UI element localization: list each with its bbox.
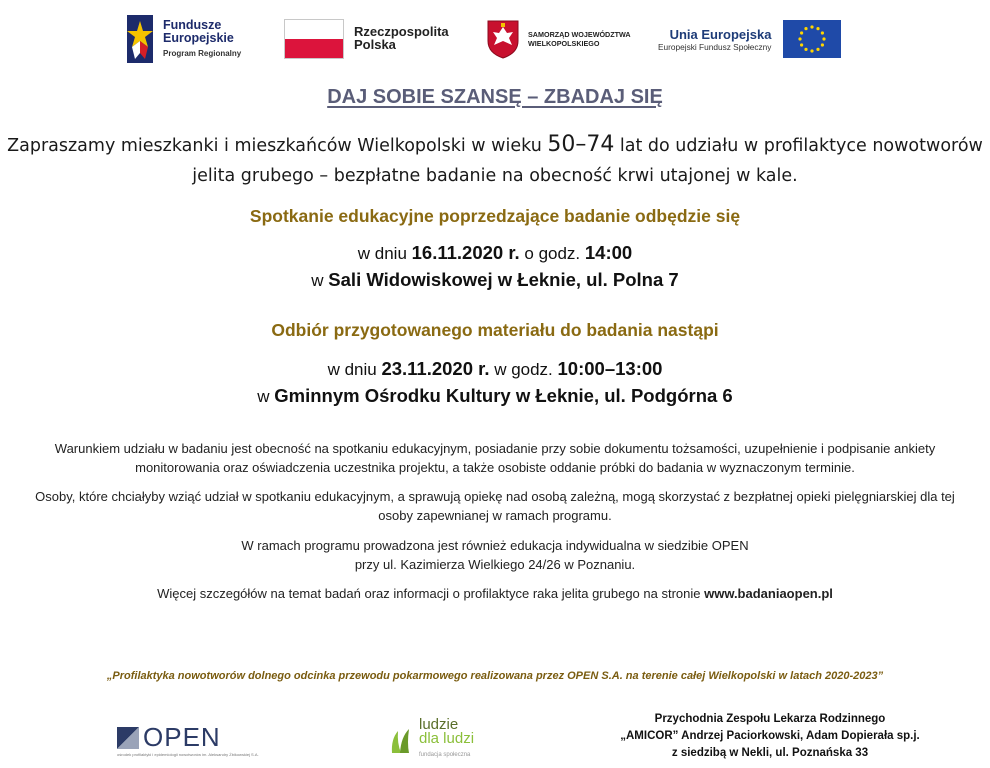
- ludzie-line1: ludzie: [419, 716, 459, 733]
- eu-flag-icon: [783, 20, 841, 58]
- pickup-time-prefix: w godz.: [489, 360, 558, 379]
- rzeczpospolita-polska-logo: [284, 19, 449, 59]
- pickup-place-line: [0, 385, 990, 407]
- pickup-date: 23.11.2020 r.: [381, 358, 490, 379]
- meeting-day-prefix: w dniu: [357, 244, 412, 263]
- meeting-date: 16.11.2020 r.: [411, 242, 520, 263]
- page-title: DAJ SOBIE SZANSĘ – ZBADAJ SIĘ: [327, 86, 663, 108]
- intro-text: [0, 130, 990, 191]
- education-line2: przy ul. Kazimierza Wielkiego 24/26 w Poznaniu.: [354, 557, 636, 572]
- pickup-place-prefix: w: [257, 387, 275, 406]
- more-info-text: Więcej szczegółów na temat badań oraz informacji o profilaktyce raka jelita grubego na stronie: [157, 586, 705, 601]
- clinic-line3: z siedzibą w Nekli, ul. Poznańska 33: [671, 747, 869, 759]
- program-quote: „Profilaktyka nowotworów dolnego odcinka przewodu pokarmowego realizowana przez OPEN S.A. na terenie całej Wielkopolski w latach 2020-2023”: [106, 670, 884, 682]
- open-word: OPEN: [143, 722, 221, 752]
- unia-europejska-logo: [658, 20, 841, 58]
- samorzad-line2: WIELKOPOLSKIEGO: [528, 39, 600, 48]
- meeting-place: Sali Widowiskowej w Łeknie, ul. Polna 7: [328, 269, 679, 290]
- clinic-line1: Przychodnia Zespołu Lekarza Rodzinnego: [654, 713, 886, 725]
- fundusze-line1: Fundusze: [163, 17, 222, 32]
- meeting-time-prefix: o godz.: [519, 244, 585, 263]
- fundusze-sub: Program Regionalny: [163, 48, 242, 58]
- meeting-place-prefix: w: [311, 271, 329, 290]
- intro-before: Zapraszamy mieszkanki i mieszkańców Wielkopolski w wieku: [7, 136, 548, 156]
- more-info-paragraph: [0, 584, 990, 603]
- ludzie-line2: dla ludzi: [419, 730, 475, 747]
- clinic-info: [620, 711, 920, 762]
- fundusze-line2: Europejskie: [163, 30, 234, 45]
- fundusze-star-icon: [127, 15, 153, 63]
- care-paragraph: Osoby, które chciałyby wziąć udział w spotkaniu edukacyjnym, a sprawują opiekę nad osobą zależną, mogą skorzystać z bezpłatnej opieki pielęgniarskiej dla tej osoby zapewnianej w ramach programu.: [35, 489, 955, 523]
- ludzie-leaf-icon: [389, 725, 415, 755]
- ue-line1: Unia Europejska: [669, 26, 772, 42]
- pickup-datetime: [0, 358, 990, 380]
- ludzie-sub: fundacja społeczna: [419, 752, 471, 758]
- pickup-heading: Odbiór przygotowanego materiału do badania nastąpi: [271, 320, 719, 340]
- open-sub: ośrodek profilaktyki i epidemiologii nowotworów im. Aleksandry Żbikowskiej S.A.: [117, 752, 259, 757]
- coat-of-arms-icon: [486, 19, 520, 59]
- pickup-time: 10:00–13:00: [557, 358, 663, 379]
- meeting-heading: Spotkanie edukacyjne poprzedzające badanie odbędzie się: [249, 206, 741, 226]
- samorzad-line1: SAMORZĄD WOJEWÓDZTWA: [528, 30, 631, 39]
- pickup-day-prefix: w dniu: [327, 360, 382, 379]
- clinic-line2: „AMICOR” Andrzej Paciorkowski, Adam Dopierała sp.j.: [620, 730, 920, 742]
- polska-line1: Rzeczpospolita: [354, 24, 449, 39]
- meeting-time: 14:00: [584, 242, 633, 263]
- conditions-paragraph: Warunkiem udziału w badaniu jest obecność na spotkaniu edukacyjnym, posiadanie przy sobie dokumentu tożsamości, uzupełnienie i podpisanie ankiety monitorowania oraz oświadczenia uczestnika projektu, a także osobiste oddanie próbki do badania w wyznaczonym terminie.: [54, 441, 936, 475]
- intro-after: lat do udziału w profilaktyce nowotworów: [614, 136, 983, 156]
- fundusze-europejskie-logo: [127, 13, 267, 65]
- open-logo: [117, 722, 259, 757]
- ue-line2: Europejski Fundusz Społeczny: [658, 41, 772, 52]
- meeting-place-line: [0, 269, 990, 291]
- website-link[interactable]: www.badaniaopen.pl: [704, 586, 833, 601]
- pickup-place: Gminnym Ośrodku Kultury w Łeknie, ul. Podgórna 6: [274, 385, 733, 406]
- education-paragraph: [0, 536, 990, 574]
- samorzad-logo: [486, 19, 631, 59]
- meeting-datetime: [0, 242, 990, 264]
- education-line1: W ramach programu prowadzona jest również edukacja indywidualna w siedzibie OPEN: [241, 538, 749, 553]
- polska-line2: Polska: [354, 37, 396, 52]
- ludzie-dla-ludzi-logo: [389, 718, 474, 762]
- open-mark-icon: [117, 727, 139, 749]
- intro-line2: jelita grubego – bezpłatne badanie na obecność krwi utajonej w kale.: [192, 166, 798, 186]
- intro-age: 50–74: [547, 132, 615, 157]
- polish-flag-icon: [284, 19, 344, 59]
